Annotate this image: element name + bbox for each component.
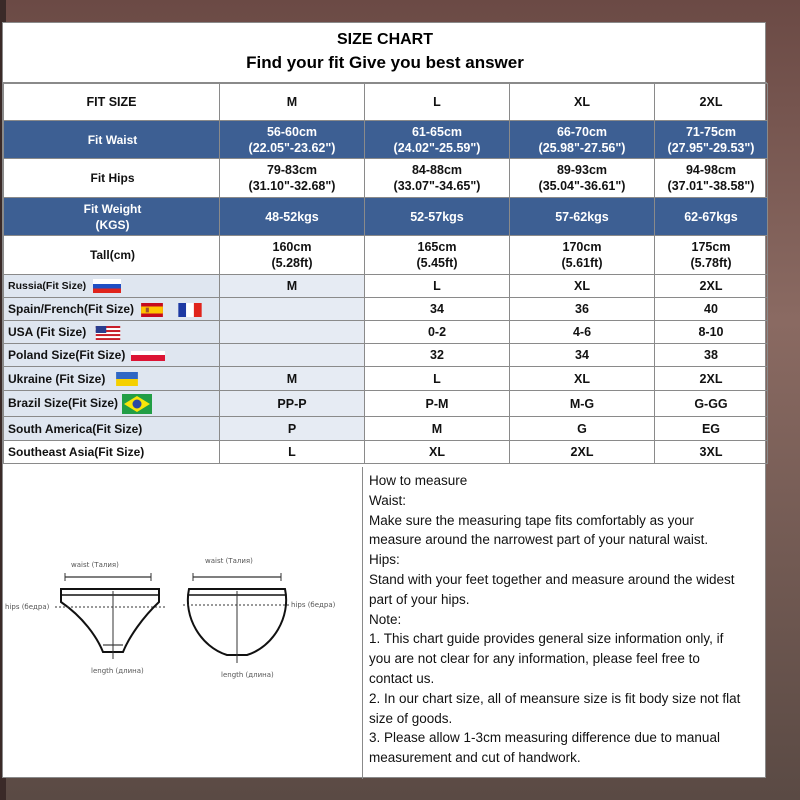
table-cell: 2XL xyxy=(655,367,768,391)
table-row-fit-waist xyxy=(4,121,768,159)
measure-instructions xyxy=(363,467,767,779)
measure-line: part of your hips. xyxy=(369,591,470,607)
table-cell: P-M xyxy=(365,391,510,417)
table-row-russia xyxy=(4,275,768,298)
table-row-ukraine xyxy=(4,367,768,391)
table-cell xyxy=(220,321,365,344)
table-cell: P xyxy=(220,417,365,441)
hips-label-back: hips (бедра) xyxy=(291,601,336,609)
length-label-back: length (длина) xyxy=(221,671,274,679)
table-cell: 32 xyxy=(365,344,510,367)
table-cell: M xyxy=(220,367,365,391)
usa-flag-icon xyxy=(94,326,122,340)
table-cell: L xyxy=(365,367,510,391)
table-cell: 89-93cm (35.04"-36.61") xyxy=(510,159,655,198)
col-header-xl: XL xyxy=(510,84,655,121)
table-row-spain-french xyxy=(4,298,768,321)
col-header-fit-size: FIT SIZE xyxy=(4,84,220,121)
size-chart-sheet xyxy=(2,22,766,778)
poland-flag-icon xyxy=(131,351,165,361)
ukraine-flag-icon xyxy=(113,372,141,386)
table-cell: 38 xyxy=(655,344,768,367)
row-label: Ukraine (Fit Size) xyxy=(4,367,220,391)
france-flag-icon xyxy=(174,303,206,317)
length-label-front: length (длина) xyxy=(91,667,144,675)
measure-heading: How to measure xyxy=(369,473,468,488)
measure-line: Waist: xyxy=(369,492,406,508)
measure-line: 3. Please allow 1-3cm measuring difference due to manual xyxy=(369,730,720,746)
table-cell: 57-62kgs xyxy=(510,198,655,236)
table-cell: M xyxy=(365,417,510,441)
table-cell: M xyxy=(220,275,365,298)
table-cell: 56-60cm (22.05"-23.62") xyxy=(220,121,365,159)
table-row-southeast-asia xyxy=(4,441,768,464)
chart-subtitle: Find your fit Give you best answer xyxy=(246,53,524,72)
russia-flag-icon xyxy=(93,279,121,293)
table-row-fit-hips xyxy=(4,159,768,198)
table-row-usa xyxy=(4,321,768,344)
table-cell: PP-P xyxy=(220,391,365,417)
measurement-diagram xyxy=(3,467,363,779)
table-cell: XL xyxy=(510,275,655,298)
table-cell: 0-2 xyxy=(365,321,510,344)
measure-line: measure around the narrowest part of your natural waist. xyxy=(369,532,709,548)
spain-flag-icon xyxy=(138,303,166,317)
table-cell: 71-75cm (27.95"-29.53") xyxy=(655,121,768,159)
col-header-2xl: 2XL xyxy=(655,84,768,121)
col-header-l: L xyxy=(365,84,510,121)
table-row-tall xyxy=(4,236,768,275)
row-label: Poland Size(Fit Size) xyxy=(4,344,220,367)
table-cell: 52-57kgs xyxy=(365,198,510,236)
measure-line: size of goods. xyxy=(369,710,453,726)
hips-label-front: hips (бедра) xyxy=(5,603,50,611)
row-label: USA (Fit Size) xyxy=(4,321,220,344)
table-cell: 2XL xyxy=(510,441,655,464)
row-label: Fit Weight (KGS) xyxy=(4,198,220,236)
row-label: Russia(Fit Size) xyxy=(4,275,220,298)
row-label: Fit Hips xyxy=(4,159,220,198)
measure-line: Make sure the measuring tape fits comfortably as your xyxy=(369,512,694,528)
measure-line: measurement and cut of handwork. xyxy=(369,750,581,766)
table-header-row xyxy=(4,84,768,121)
chart-title: SIZE CHART xyxy=(337,31,433,48)
waist-label-back: waist (Талия) xyxy=(205,557,253,565)
table-cell: 61-65cm (24.02"-25.59") xyxy=(365,121,510,159)
table-row-fit-weight xyxy=(4,198,768,236)
table-cell: 40 xyxy=(655,298,768,321)
table-cell: 66-70cm (25.98"-27.56") xyxy=(510,121,655,159)
table-cell: 2XL xyxy=(655,275,768,298)
table-cell xyxy=(220,344,365,367)
table-cell: G xyxy=(510,417,655,441)
table-cell: 84-88cm (33.07"-34.65") xyxy=(365,159,510,198)
row-label: Tall(cm) xyxy=(4,236,220,275)
row-label: South America(Fit Size) xyxy=(4,417,220,441)
table-cell: L xyxy=(365,275,510,298)
table-row-south-america xyxy=(4,417,768,441)
row-label: Fit Waist xyxy=(4,121,220,159)
table-cell: 175cm (5.78ft) xyxy=(655,236,768,275)
table-cell: 62-67kgs xyxy=(655,198,768,236)
briefs-diagram-illustration xyxy=(3,467,363,779)
measure-line: Hips: xyxy=(369,552,400,568)
measure-line: Note: xyxy=(369,611,402,627)
measure-line: 2. In our chart size, all of meansure size is fit body size not flat xyxy=(369,690,741,706)
row-label: Southeast Asia(Fit Size) xyxy=(4,441,220,464)
waist-label-front: waist (Талия) xyxy=(71,561,119,569)
size-table xyxy=(3,83,768,464)
table-cell xyxy=(220,298,365,321)
measure-line: contact us. xyxy=(369,670,435,686)
measure-line: Stand with your feet together and measure around the widest xyxy=(369,571,735,587)
table-cell: 160cm (5.28ft) xyxy=(220,236,365,275)
table-cell: 79-83cm (31.10"-32.68") xyxy=(220,159,365,198)
table-cell: 165cm (5.45ft) xyxy=(365,236,510,275)
table-cell: XL xyxy=(510,367,655,391)
table-cell: EG xyxy=(655,417,768,441)
measure-line: 1. This chart guide provides general size information only, if xyxy=(369,631,724,647)
table-row-brazil xyxy=(4,391,768,417)
table-cell: 48-52kgs xyxy=(220,198,365,236)
table-row-poland xyxy=(4,344,768,367)
table-cell: G-GG xyxy=(655,391,768,417)
table-cell: XL xyxy=(365,441,510,464)
table-cell: L xyxy=(220,441,365,464)
measure-line: you are not clear for any information, please feel free to xyxy=(369,651,700,667)
table-cell: 34 xyxy=(365,298,510,321)
col-header-m: M xyxy=(220,84,365,121)
table-cell: 4-6 xyxy=(510,321,655,344)
table-cell: 34 xyxy=(510,344,655,367)
table-cell: 94-98cm (37.01"-38.58") xyxy=(655,159,768,198)
row-label: Brazil Size(Fit Size) xyxy=(4,391,220,417)
brazil-flag-icon xyxy=(122,394,152,414)
table-cell: M-G xyxy=(510,391,655,417)
table-cell: 3XL xyxy=(655,441,768,464)
chart-header xyxy=(3,23,767,83)
table-cell: 170cm (5.61ft) xyxy=(510,236,655,275)
table-cell: 36 xyxy=(510,298,655,321)
table-cell: 8-10 xyxy=(655,321,768,344)
row-label: Spain/French(Fit Size) xyxy=(4,298,220,321)
